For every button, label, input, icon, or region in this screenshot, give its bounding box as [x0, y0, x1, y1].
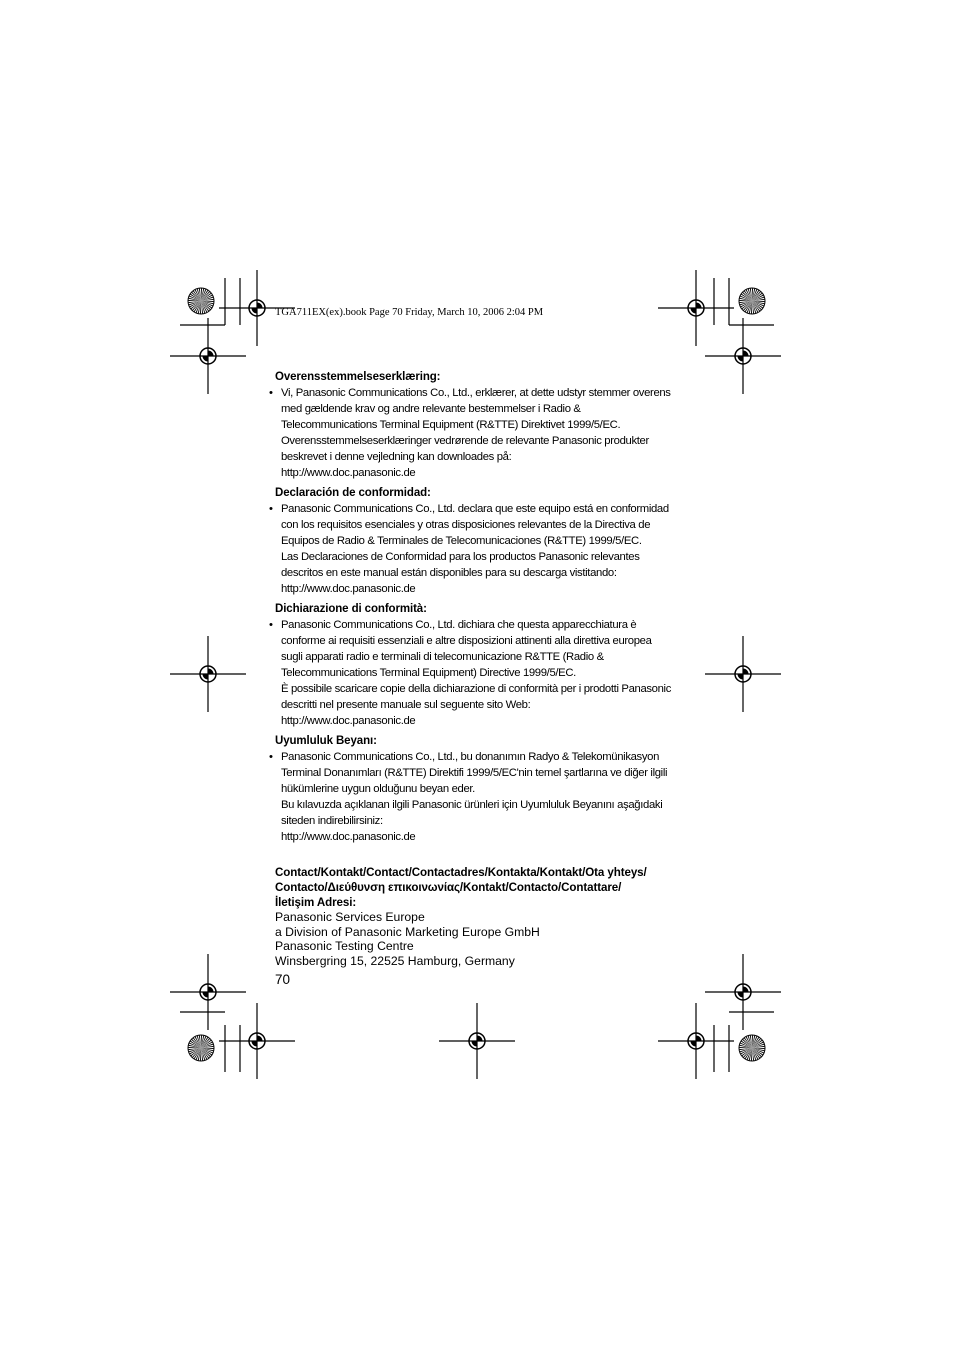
- declaration-danish: [269, 370, 685, 481]
- url-text: http://www.doc.panasonic.de: [281, 467, 416, 479]
- contact-heading-line: Contact/Kontakt/Contact/Contactadres/Kontakta/Kontakt/Ota yhteys/: [275, 866, 647, 879]
- contact-block: [275, 865, 685, 968]
- contact-heading: [275, 865, 685, 910]
- declaration-italian: [269, 602, 685, 729]
- declaration-spanish: [269, 486, 685, 597]
- text-line: Telecommunications Terminal Equipment (R&TTE) Direktivet 1999/5/EC.: [281, 419, 621, 431]
- address-line: Panasonic Services Europe: [275, 910, 425, 924]
- declaration-turkish: [269, 734, 685, 845]
- star-target: [188, 288, 214, 314]
- text-line: Panasonic Communications Co., Ltd. dichiara che questa apparecchiatura è: [281, 619, 637, 631]
- file-info-line: TGA711EX(ex).book Page 70 Friday, March 10, 2006 2:04 PM: [275, 307, 544, 318]
- text-line: Las Declaraciones de Conformidad para los productos Panasonic relevantes: [281, 551, 640, 563]
- section-text: [269, 501, 685, 597]
- page-number: 70: [275, 972, 291, 987]
- section-heading: Dichiarazione di conformità:: [275, 603, 427, 615]
- section-heading: Declaración de conformidad:: [275, 487, 431, 499]
- text-line: Terminal Donanımları (R&TTE) Direktifi 1999/5/EC'nin temel şartlarına ve diğer ilgili: [281, 767, 668, 779]
- registration-mark: [658, 1003, 734, 1079]
- text-line: beskrevet i denne vejledning kan downloades på:: [281, 451, 512, 463]
- section-text: [269, 617, 685, 729]
- url-text: http://www.doc.panasonic.de: [281, 831, 416, 843]
- text-line: conforme ai requisiti essenziali e altre disposizioni attinenti alla direttiva europea: [281, 635, 652, 647]
- registration-mark: [705, 954, 781, 1030]
- registration-mark: [170, 318, 246, 394]
- text-line: con los requisitos esenciales y otras disposiciones relevantes de la Directiva de: [281, 519, 651, 531]
- text-line: Vi, Panasonic Communications Co., Ltd., erklærer, at dette udstyr stemmer overens: [281, 387, 671, 399]
- registration-mark: [705, 636, 781, 712]
- section-heading: Uyumluluk Beyanı:: [275, 735, 377, 747]
- text-line: sugli apparati radio e terminali di telecomunicazione R&TTE (Radio &: [281, 651, 604, 663]
- text-line: descritos en este manual están disponibles para su descarga vistitando:: [281, 567, 617, 579]
- section-heading: Overensstemmelseserklæring:: [275, 371, 441, 383]
- contact-heading-line: İletişim Adresi:: [275, 896, 357, 909]
- address-line: Panasonic Testing Centre: [275, 939, 414, 954]
- url-text: http://www.doc.panasonic.de: [281, 715, 416, 727]
- bullet-icon: •: [269, 751, 273, 763]
- star-target: [739, 288, 765, 314]
- text-line: Equipos de Radio & Terminales de Telecomunicaciones (R&TTE) 1999/5/EC.: [281, 535, 642, 547]
- section-text: [269, 385, 685, 481]
- text-line: siteden indirebilirsiniz:: [281, 815, 383, 827]
- text-line: Panasonic Communications Co., Ltd. declara que este equipo está en conformidad: [281, 503, 669, 515]
- text-line: hükümlerine uygun olduğunu beyan eder.: [281, 783, 475, 795]
- text-line: Overensstemmelseserklæringer vedrørende de relevante Panasonic produkter: [281, 435, 649, 447]
- section-text: [269, 749, 685, 845]
- contact-address: [275, 910, 685, 968]
- text-line: Panasonic Communications Co., Ltd., bu donanımın Radyo & Telekomünikasyon: [281, 751, 660, 763]
- registration-mark: [439, 1003, 515, 1079]
- registration-mark: [170, 954, 246, 1030]
- text-line: È possibile scaricare copie della dichiarazione di conformità per i prodotti Panasonic: [281, 683, 671, 695]
- text-line: med gældende krav og andre relevante bestemmelser i Radio &: [281, 403, 581, 415]
- registration-mark: [705, 318, 781, 394]
- address-line: a Division of Panasonic Marketing Europe GmbH: [275, 924, 540, 939]
- star-target: [188, 1035, 214, 1061]
- contact-heading-line: Contacto/Διεύθυνση επικοινωνίας/Kontakt/Contacto/Contattare/: [275, 881, 622, 894]
- bullet-icon: •: [269, 619, 273, 631]
- bullet-icon: •: [269, 387, 273, 399]
- bullet-icon: •: [269, 503, 273, 515]
- text-line: Telecommunications Terminal Equipment) Directive 1999/5/EC.: [281, 667, 576, 679]
- address-line: Winsbergring 15, 22525 Hamburg, Germany: [275, 953, 515, 968]
- registration-mark: [219, 1003, 295, 1079]
- text-line: Bu kılavuzda açıklanan ilgili Panasonic ürünleri için Uyumluluk Beyanını aşağıdaki: [281, 799, 663, 811]
- document-body: [269, 370, 685, 968]
- text-line: descritti nel presente manuale sul seguente sito Web:: [281, 699, 531, 711]
- url-text: http://www.doc.panasonic.de: [281, 583, 416, 595]
- registration-mark: [170, 636, 246, 712]
- registration-mark: [658, 270, 734, 346]
- star-target: [739, 1035, 765, 1061]
